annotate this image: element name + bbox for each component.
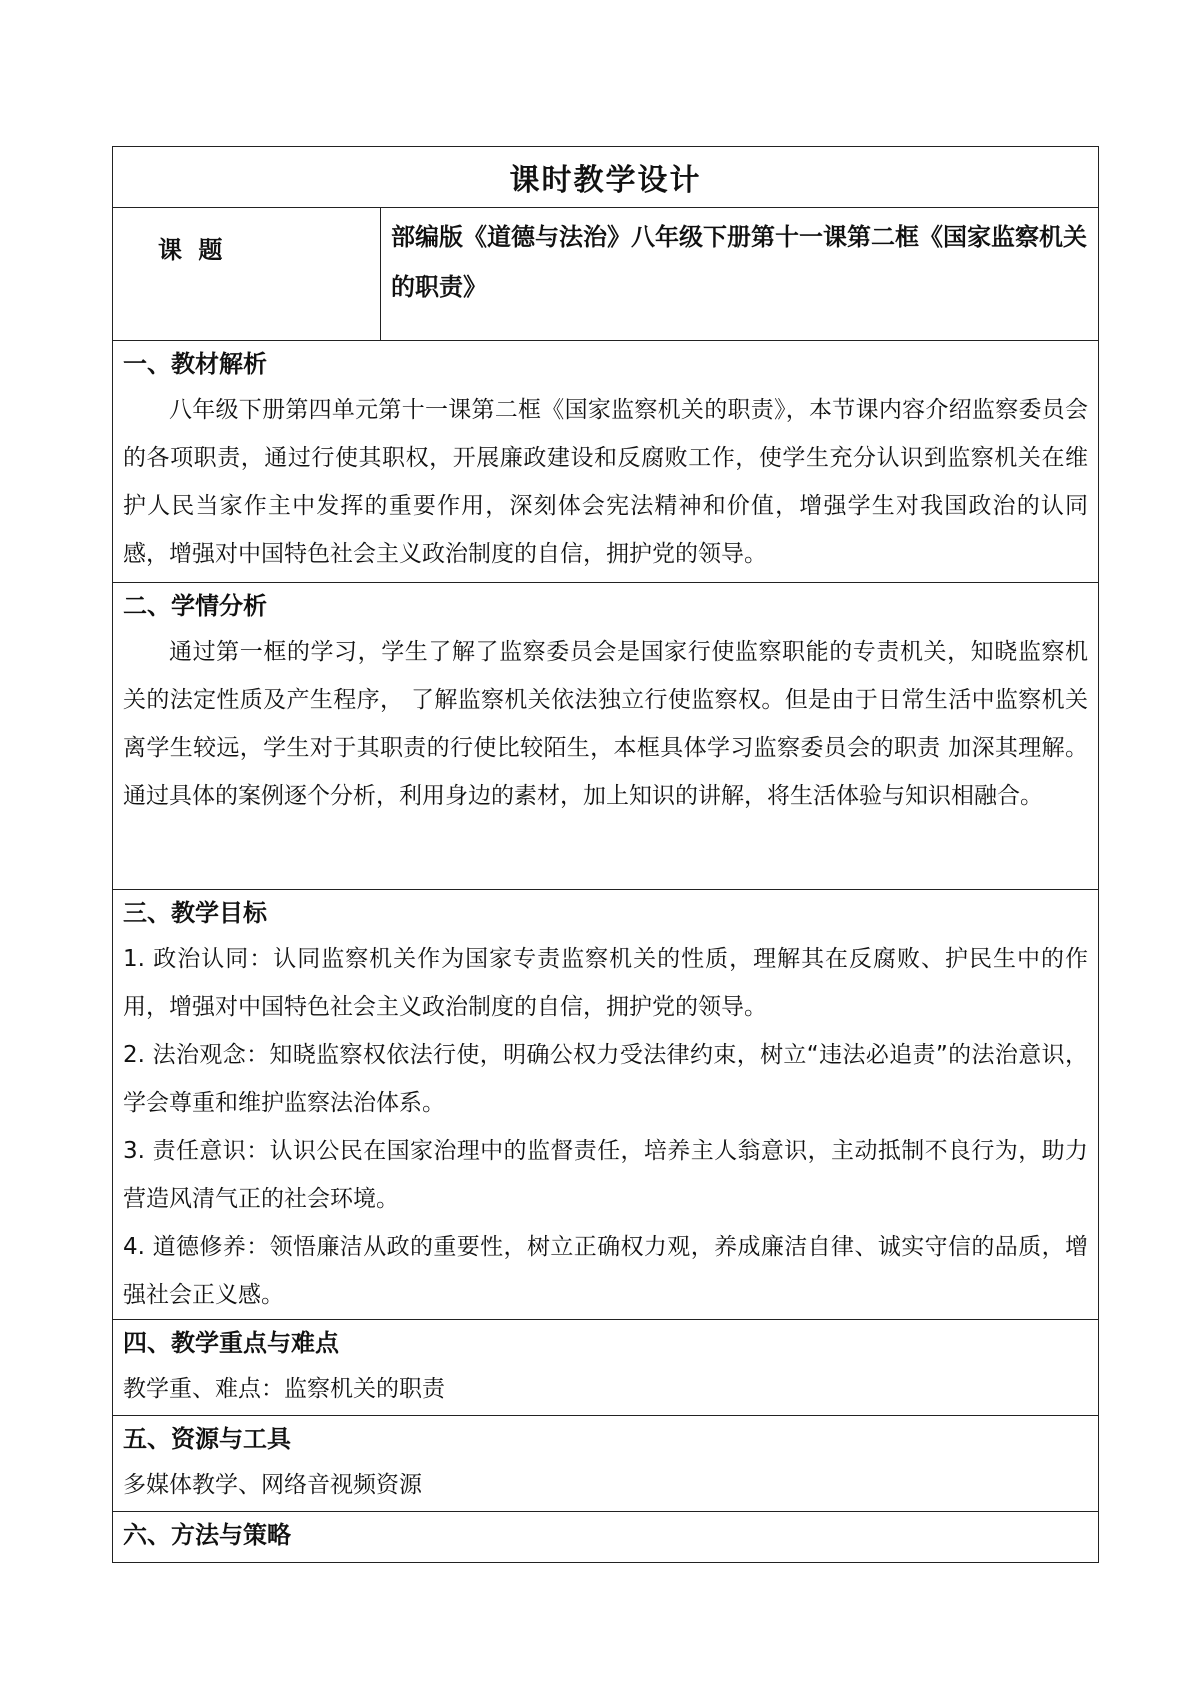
section-key-points — [113, 1320, 1099, 1416]
goal-item: 4. 道德修养：领悟廉洁从政的重要性，树立正确权力观，养成廉洁自律、诚实守信的品质，增强社会正义感。 — [123, 1234, 1088, 1308]
section-methods — [113, 1512, 1099, 1563]
goal-item: 3. 责任意识：认识公民在国家治理中的监督责任，培养主人翁意识，主动抵制不良行为，助力营造风清气正的社会环境。 — [123, 1138, 1088, 1212]
section-paragraph: 八年级下册第四单元第十一课第二框《国家监察机关的职责》，本节课内容介绍监察委员会的各项职责，通过行使其职权，开展廉政建设和反腐败工作，使学生充分认识到监察机关在维护人民当家作主中发挥的重要作用，深刻体会宪法精神和价值，增强学生对我国政治的认同感，增强对中国特色社会主义政治制度的自信，拥护党的领导。 — [123, 397, 1088, 567]
section-heading: 三、教学目标 — [123, 899, 267, 927]
topic-value: 部编版《道德与法治》八年级下册第十一课第二框《国家监察机关的职责》 — [381, 208, 1099, 341]
section-heading: 六、方法与策略 — [123, 1521, 291, 1549]
goal-item: 1. 政治认同：认同监察机关作为国家专责监察机关的性质，理解其在反腐败、护民生中的作用，增强对中国特色社会主义政治制度的自信，拥护党的领导。 — [123, 946, 1088, 1020]
section-learner-analysis — [113, 583, 1099, 890]
lesson-plan-table — [112, 146, 1099, 1563]
section-heading: 一、教材解析 — [123, 350, 267, 378]
topic-label: 课 题 — [113, 208, 381, 341]
section-heading: 五、资源与工具 — [123, 1425, 291, 1453]
section-paragraph: 教学重、难点：监察机关的职责 — [123, 1376, 445, 1402]
goal-item: 2. 法治观念：知晓监察权依法行使，明确公权力受法律约束，树立“违法必追责”的法治意识，学会尊重和维护监察法治体系。 — [123, 1042, 1088, 1116]
section-textbook-analysis — [113, 341, 1099, 583]
section-resources — [113, 1416, 1099, 1512]
document-title: 课时教学设计 — [113, 147, 1099, 208]
section-teaching-goals — [113, 890, 1099, 1320]
section-heading: 二、学情分析 — [123, 592, 267, 620]
section-paragraph: 通过第一框的学习，学生了解了监察委员会是国家行使监察职能的专责机关，知晓监察机关的法定性质及产生程序， 了解监察机关依法独立行使监察权。但是由于日常生活中监察机关离学生较远，学生对于其职责的行使比较陌生，本框具体学习监察委员会的职责 加深其理解。通过具体的案例逐个分析，利用身边的素材，加上知识的讲解，将生活体验与知识相融合。 — [123, 639, 1088, 809]
section-paragraph: 多媒体教学、网络音视频资源 — [123, 1472, 422, 1498]
section-heading: 四、教学重点与难点 — [123, 1329, 339, 1357]
